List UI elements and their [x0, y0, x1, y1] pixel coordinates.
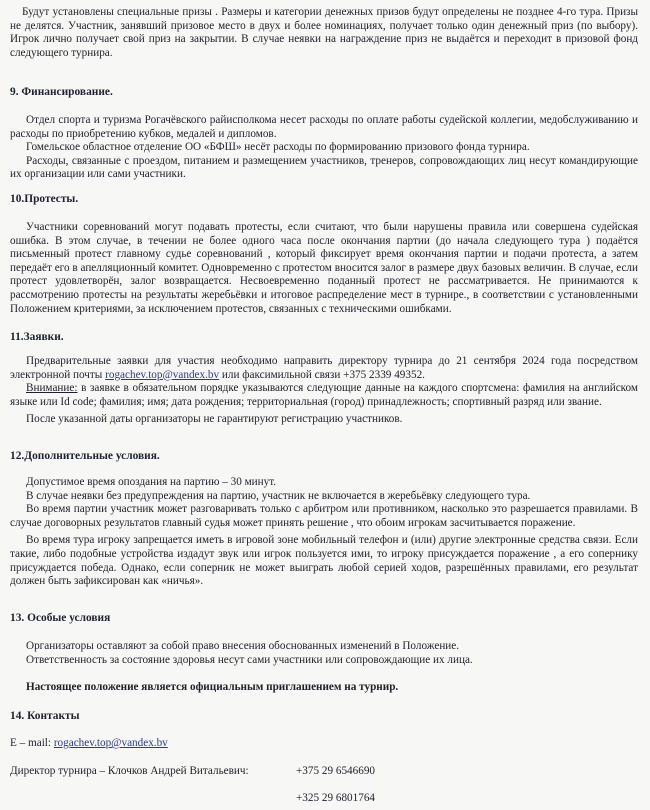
section-11-p3: После указанной даты организаторы не гарантируют регистрацию участников. — [26, 413, 403, 426]
section-12-p1: Допустимое время опоздания на партию – 30 минут. — [26, 476, 277, 488]
section-11-p2 — [10, 382, 638, 409]
section-12-title: 12.Дополнительные условия. — [10, 450, 160, 462]
section-10-body — [10, 221, 638, 316]
contact-email-label: E – mail: — [10, 737, 54, 749]
contact-email-row — [10, 737, 168, 751]
section-9-p3: Расходы, связанные с проездом, питанием и размещением участников, тренеров, сопровождающих лиц несут командирующие их организации или сами участники. — [10, 154, 638, 181]
official-invitation: Настоящее положение является официальным приглашением на турнир. — [26, 681, 399, 694]
section-13-p1: Организаторы оставляют за собой право внесения обоснованных изменений в Положение. — [26, 640, 460, 652]
section-9-p1: Отдел спорта и туризма Рогачёвского райисполкома несет расходы по оплате работы судейской коллегии, медобслуживанию и расходы по приобретению кубков, медалей и дипломов. — [10, 114, 638, 140]
section-14-title: 14. Контакты — [10, 710, 80, 722]
section-10-title: 10.Протесты. — [10, 193, 79, 205]
section-12-p3: Во время партии участник может разговаривать только с арбитром или противником, насколько это разрешается правилами. В случае договорных результатов главный судья может принять решение , что обоим игрокам засчитывается поражение. — [10, 503, 638, 529]
contact-email-link[interactable]: rogachev.top@vandex.bv — [53, 737, 168, 749]
section-11-p2-text: в заявке в обязательном порядке указываются следующие данные на каждого спортсмена: фамилия на английском языке или Id code; фамилия; имя; дата рождения; территориальная (город) принадлежность; спортивный разряд или звание. — [10, 382, 638, 408]
section-13-body — [10, 640, 638, 695]
section-11-p1-after: или факсимильной связи +375 2339 49352. — [219, 368, 425, 381]
section-13-p2: Ответственность за состояние здоровья несут сами участники или сопровождающие их лица. — [26, 653, 473, 666]
section-12-p2: В случае неявки без предупреждения на партию, участник не включается в жеребьёвку следующего тура. — [26, 489, 531, 502]
application-email-link[interactable]: rogachev.top@vandex.bv — [105, 368, 220, 381]
section-11-title: 11.Заявки. — [10, 331, 64, 343]
director-phone-1: +375 29 6546690 — [296, 765, 376, 777]
attention-label: Внимание: — [26, 382, 78, 395]
director-phone-2: +325 29 6801764 — [296, 792, 376, 804]
section-9-title: 9. Финансирование. — [10, 86, 113, 98]
director-label: Директор турнира – Клочков Андрей Витальевич: — [10, 765, 249, 777]
section-13-title: 13. Особые условия — [10, 612, 111, 624]
prizes-section — [10, 6, 638, 60]
section-12-p4: Во время тура игроку запрещается иметь в игровой зоне мобильный телефон и (или) другие электронные средства связи. Если такие, либо подобные устройства издадут звук или игрок пользуется ими, то игроку присуждается поражение , а его сопернику присуждается победа. Однако, если соперник не может выиграть любой серией ходов, разрешённых правилами, его результат должен быть зафиксирован как «ничья». — [10, 534, 638, 588]
section-9-p2: Гомельское областное отделение ОО «БФШ» несёт расходы по формированию призового фонда турнира. — [26, 141, 530, 154]
section-11-body — [10, 355, 638, 427]
section-9-body — [10, 114, 638, 182]
section-11-p1-before: Предварительные заявки для участия необходимо направить директору турнира до 21 сентября 2024 года посредством электронной почты — [10, 355, 638, 381]
prizes-text: Будут установлены специальные призы . Размеры и категории денежных призов будут определены не позднее 4-го тура. Призы не делятся. Участник, занявший призовое место в двух и более номинациях, получает только один денежный приз (по выбору). Игрок лично получает свой приз на закрытии. В случае неявки на награждение приз не выдаётся и переходит в призовой фонд следующего турнира. — [10, 6, 638, 59]
section-10-p1: Участники соревнований могут подавать протесты, если считают, что были нарушены правила или совершена судейская ошибка. В этом случае, в течении не более одного часа после окончания партии (до начала следующего тура ) подаётся письменный протест главному судье соревнований , который фиксирует время окончания партии и подачи протеста, а затем передаёт его в апелляционный комитет. Одновременно с протестом вносится залог в размере двух базовых величин. В случае, если протест удовлетворён, залог возвращается. Несвоевременно поданный протест не рассматривается. Не принимаются к рассмотрению протесты на результаты жеребьёвки и итоговое распределение мест в турнире., в соответствии с установленными Положением критериями, за исключением протестов, связанных с техническими ошибками. — [10, 221, 638, 315]
section-12-body — [10, 476, 638, 589]
section-11-p1 — [10, 355, 638, 382]
